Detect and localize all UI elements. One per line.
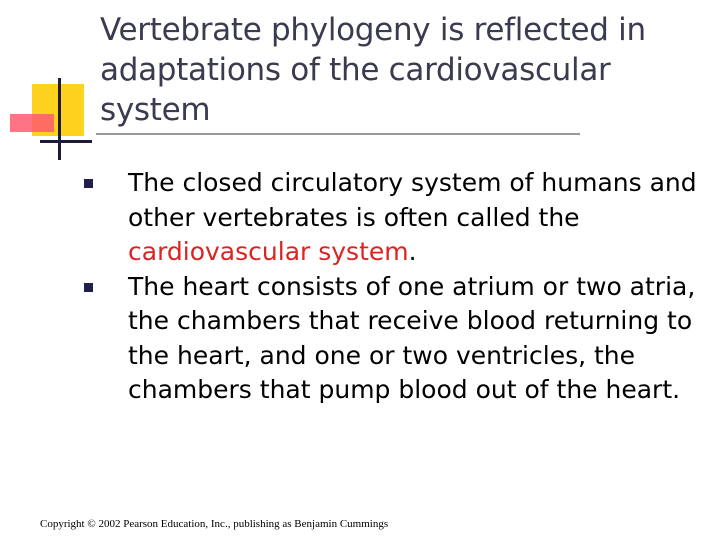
bullet-text: The heart consists of one atrium or two atria, the chambers that receive blood returning to the heart, and one or two ventricles, the chambers that pump blood out of the heart. (128, 271, 696, 404)
highlighted-term: cardiovascular system (128, 237, 409, 266)
logo-horizontal-line (40, 140, 92, 143)
bullet-square-icon (84, 179, 93, 188)
bullet-square-icon (84, 283, 93, 292)
logo-vertical-line (58, 78, 61, 160)
bullet-item-1 (84, 166, 704, 270)
bullet-list (84, 166, 704, 408)
logo-red-bar (10, 114, 54, 132)
copyright-footer: Copyright © 2002 Pearson Education, Inc., publishing as Benjamin Cummings (40, 518, 389, 530)
slide-title: Vertebrate phylogeny is reflected in adaptations of the cardiovascular system (100, 12, 646, 128)
bullet-text-end: . (408, 237, 417, 266)
title-underline (96, 133, 580, 135)
bullet-text: The closed circulatory system of humans and other vertebrates is often called the (128, 168, 697, 232)
decorative-logo (0, 0, 100, 170)
bullet-item-2 (84, 270, 704, 408)
